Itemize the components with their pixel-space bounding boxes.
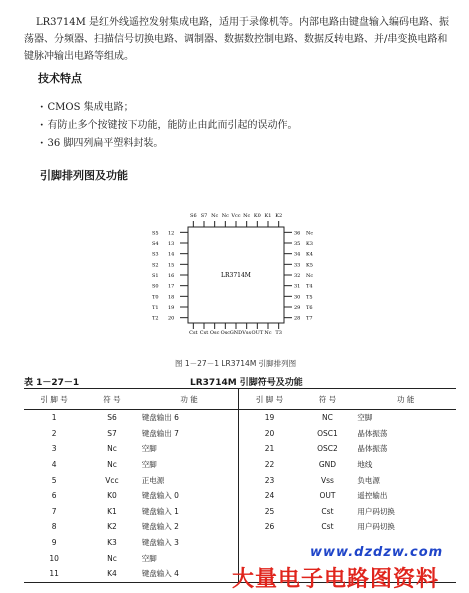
figure-caption: 图 1－27－1 LR3714M 引脚排列图 [175, 359, 297, 368]
pin-number: 23 [239, 472, 300, 488]
chip-pin-label-bottom: OUT [251, 330, 264, 334]
chip-pin-number-right: 28 [294, 315, 301, 322]
table-row [24, 441, 456, 457]
chip-pin-number-right: 32 [294, 273, 301, 279]
chip-pin-number-left: 20 [168, 315, 175, 322]
chip-pin-label-bottom: Cst [189, 330, 198, 334]
chip-pin-number-right: 30 [294, 294, 301, 301]
chip-pin-label-top: Nc [211, 213, 219, 219]
pin-symbol: Cst [321, 506, 334, 516]
chip-pin-label-top: Nc [221, 213, 229, 219]
pin-symbol: OSC2 [317, 444, 338, 454]
pin-number: 7 [51, 506, 57, 516]
chip-pin-label-bottom: Nc [264, 330, 272, 334]
header-pin-no: 引 脚 号 [24, 389, 84, 410]
chip-pin-label-top: S6 [190, 213, 197, 219]
pin-number: 4 [51, 460, 57, 470]
watermark-text: 大量电子电路图资料 [232, 567, 440, 592]
chip-pin-number-left: 18 [168, 294, 175, 301]
chip-pin-label-left: S1 [152, 273, 159, 279]
header-function: 功 能 [140, 389, 239, 410]
header-symbol: 符 号 [300, 389, 356, 410]
pin-function: 键盘输入 3 [141, 538, 179, 548]
chip-pin-label-right: Nc [306, 273, 314, 279]
table-header-row [24, 389, 456, 410]
pin-symbol: OSC1 [317, 428, 338, 438]
chip-pin-label-right: K3 [306, 241, 313, 247]
pin-function: 空脚 [357, 413, 373, 423]
pin-number: 2 [51, 428, 57, 438]
chip-pin-label-left: T1 [152, 305, 159, 311]
pin-function: 空脚 [141, 444, 157, 454]
chip-pin-label-left: S0 [152, 283, 159, 290]
pin-number: 21 [239, 441, 300, 457]
chip-pin-number-left: 14 [168, 251, 175, 258]
pin-function: 空脚 [141, 553, 157, 563]
watermark-url: www.dzdzw.com [310, 545, 444, 560]
pin-number: 8 [51, 522, 57, 532]
pin-function: 用户码切换 [357, 506, 395, 516]
pin-function: 键盘输出 6 [141, 413, 179, 423]
pin-symbol: Vss [321, 475, 334, 485]
pin-symbol: K4 [84, 566, 140, 582]
pin-function: 负电源 [357, 475, 380, 485]
table-number: 表 1－27－1 [24, 378, 80, 388]
feature-item: · 36 脚四列扁平塑料封装。 [40, 135, 297, 153]
chip-pin-number-left: 16 [168, 273, 175, 279]
pin-symbol: K0 [107, 491, 117, 501]
pin-number: 10 [49, 553, 59, 563]
chip-pin-number-right: 36 [294, 230, 301, 237]
chip-pin-label-left: T0 [152, 294, 159, 301]
pin-number: 6 [51, 491, 57, 501]
chip-pin-number-right: 35 [294, 241, 301, 247]
feature-item: · CMOS 集成电路； [40, 99, 297, 117]
chip-pin-label-top: K2 [275, 213, 283, 219]
chip-pin-label-right: Nc [306, 230, 314, 237]
chip-pin-number-left: 19 [168, 305, 175, 311]
header-pin-no: 引 脚 号 [239, 389, 300, 410]
pin-number: 11 [24, 566, 84, 582]
pin-symbol: K2 [107, 522, 117, 532]
chip-pin-label-top: Nc [243, 213, 251, 219]
chip-pin-label-right: T6 [306, 305, 313, 311]
chip-center-label: LR3714M [221, 272, 251, 279]
pinout-heading: 引脚排列图及功能 [40, 169, 128, 182]
pin-function: 正电源 [141, 475, 165, 485]
pin-number: 19 [239, 410, 300, 426]
pin-function: 键盘输入 4 [140, 566, 239, 582]
header-function: 功 能 [355, 389, 456, 410]
pin-function: 键盘输入 0 [141, 491, 179, 501]
chip-pin-label-bottom: T3 [275, 330, 282, 334]
chip-pin-label-right: T5 [306, 294, 313, 301]
chip-pin-number-left: 13 [168, 241, 175, 247]
pin-number: 9 [51, 538, 57, 548]
chip-pin-number-right: 29 [294, 305, 301, 311]
pin-number: 26 [239, 519, 300, 535]
pin-function: 晶体振荡 [357, 428, 388, 438]
table-row [24, 457, 456, 473]
pin-function: 用户码切换 [357, 522, 395, 532]
table-row [24, 410, 456, 426]
chip-pinout-diagram [150, 207, 318, 334]
pin-symbol: Cst [321, 522, 334, 532]
pin-symbol: Nc [107, 460, 117, 470]
pin-symbol: Nc [107, 444, 117, 454]
pin-number: 24 [239, 488, 300, 504]
pin-symbol: Nc [107, 553, 117, 563]
pin-symbol: GND [318, 460, 337, 470]
pin-symbol: Vcc [105, 475, 119, 485]
pin-function: 键盘输入 2 [141, 522, 179, 532]
table-row [24, 504, 456, 520]
chip-pin-label-left: S2 [152, 262, 159, 269]
pin-number: 5 [51, 475, 57, 485]
chip-pin-label-bottom: Vss [242, 330, 252, 334]
pin-function: 空脚 [141, 460, 157, 470]
chip-pin-number-right: 33 [294, 262, 301, 269]
intro-paragraph: LR3714M 是红外线遥控发射集成电路，适用于录像机等。内部电路由键盘输入编码电路、振荡器、分频器、扫描信号切换电路、调制器、数据数控制电路、数据反转电路、并/串变换电路和键脉冲输出电路等组成。 [24, 17, 450, 62]
table-title: LR3714M 引脚符号及功能 [190, 378, 303, 388]
chip-pin-number-right: 34 [294, 251, 301, 258]
pin-function: 晶体振荡 [357, 444, 388, 454]
pin-symbol: K3 [107, 538, 117, 548]
chip-pin-label-top: K0 [253, 213, 261, 219]
pin-number: 25 [239, 504, 300, 520]
pin-function: 键盘输出 7 [141, 428, 179, 438]
chip-pin-label-left: S4 [152, 241, 159, 247]
chip-svg [150, 207, 318, 334]
chip-pin-label-left: T2 [152, 315, 159, 322]
pin-function: 键盘输入 1 [141, 506, 179, 516]
table-row [24, 519, 456, 535]
pin-number: 3 [51, 444, 57, 454]
pin-symbol: NC [322, 413, 333, 423]
pin-number: 1 [51, 413, 57, 423]
pin-number: 20 [239, 426, 300, 442]
chip-pin-number-left: 12 [168, 230, 175, 237]
header-symbol: 符 号 [84, 389, 140, 410]
chip-pin-number-right: 31 [294, 283, 301, 290]
table-row [24, 426, 456, 442]
chip-pin-label-top: K1 [264, 213, 272, 219]
chip-pin-label-right: T7 [306, 315, 313, 322]
chip-pin-label-top: S7 [200, 213, 208, 219]
chip-pin-label-left: S5 [152, 230, 159, 237]
table-row [24, 488, 456, 504]
pin-symbol: OUT [319, 491, 336, 501]
pin-number [239, 535, 300, 551]
chip-pin-label-top: Vcc [231, 213, 241, 219]
chip-pin-label-right: K4 [306, 251, 313, 258]
pin-symbol: S7 [107, 428, 117, 438]
pin-symbol: K1 [107, 506, 117, 516]
features-list [40, 99, 297, 153]
chip-pin-label-bottom: Cst [199, 330, 209, 334]
chip-pin-label-bottom: GND [229, 330, 243, 334]
chip-pin-label-right: T4 [306, 283, 313, 290]
pin-function: 遥控输出 [357, 491, 388, 501]
features-heading: 技术特点 [38, 72, 82, 85]
chip-pin-number-left: 15 [168, 262, 175, 269]
chip-pin-number-left: 17 [168, 283, 175, 290]
pin-function: 地线 [357, 460, 373, 470]
chip-pin-label-right: K5 [306, 262, 313, 269]
chip-pin-label-bottom: Osc [209, 330, 220, 334]
chip-pin-label-left: S3 [152, 251, 159, 258]
table-row [24, 472, 456, 488]
pin-symbol: S6 [107, 413, 117, 423]
pin-number: 22 [239, 457, 300, 473]
feature-item: · 有防止多个按键按下功能，能防止由此而引起的误动作。 [40, 117, 297, 135]
chip-pin-label-bottom: Osc [220, 330, 231, 334]
